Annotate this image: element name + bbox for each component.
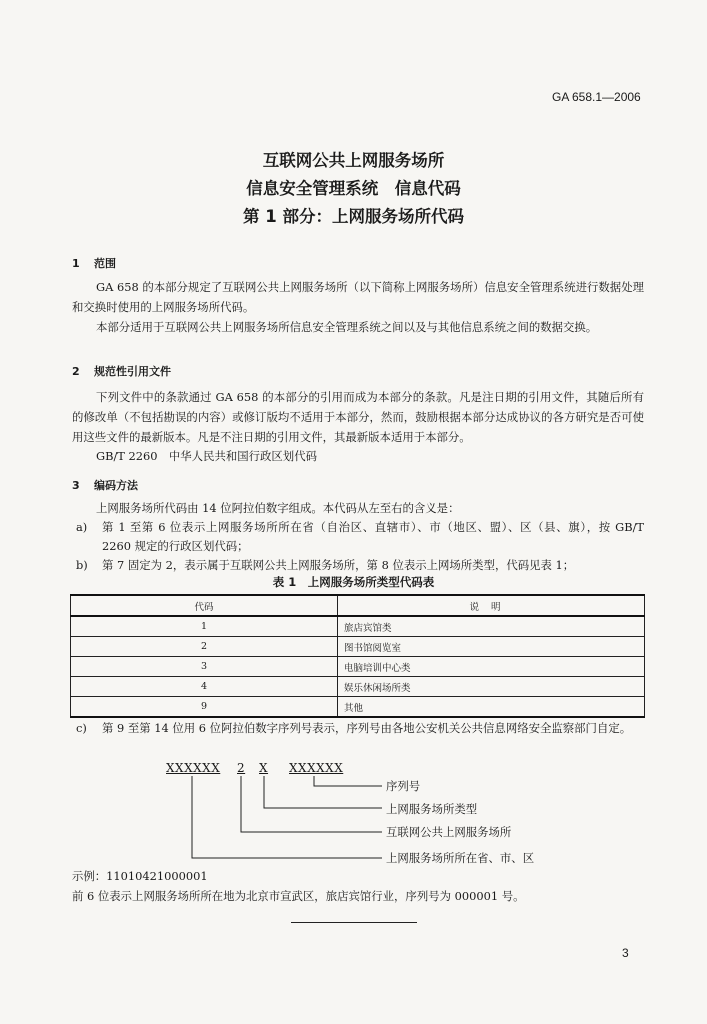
connector-fixed [241,776,382,832]
example-explanation: 前 6 位表示上网服务场所所在地为北京市宣武区，旅店宾馆行业，序列号为 000001 号。 [72,889,525,903]
list-item-c-label: c) [76,721,87,735]
section-1-title: 范围 [94,257,116,270]
table-cell-description: 电脑培训中心类 [338,657,645,677]
normative-reference: GB/T 2260 中华人民共和国行政区划代码 [96,449,317,463]
title-line-2: 信息安全管理系统 信息代码 [246,179,461,198]
table-cell-code: 4 [71,677,338,697]
table-caption: 表 1 上网服务场所类型代码表 [272,575,435,589]
code-part-serial: XXXXXX [289,761,344,775]
table-header-description: 说明 [338,595,645,616]
footer-rule [291,922,417,923]
code-part-fixed: 2 [237,761,246,775]
list-item-a-text: 第 1 至第 6 位表示上网服务场所所在省（自治区、直辖市）、市（地区、盟）、区（县、旗），按 GB/T 2260 规定的行政区划代码； [102,520,644,553]
diagram-label-region: 上网服务场所所在省、市、区 [386,851,535,865]
diagram-label-serial: 序列号 [386,779,421,793]
code-part-region: XXXXXX [166,761,221,775]
section-1-number: 1 [72,257,80,270]
connector-type [264,776,382,808]
list-item-b-label: b) [76,558,88,572]
table-cell-code: 3 [71,657,338,677]
connector-region [192,776,382,858]
connector-serial [314,776,382,786]
standard-code: GA 658.1—2006 [552,90,641,104]
list-item-c-text: 第 9 至第 14 位用 6 位阿拉伯数字序列号表示，序列号由各地公安机关公共信息网络安全监察部门自定。 [102,721,632,735]
section-2-paragraph: 下列文件中的条款通过 GA 658 的本部分的引用而成为本部分的条款。凡是注日期的引用文件，其随后所有的修改单（不包括勘误的内容）或修订版均不适用于本部分，然而，鼓励根据本部分达成协议的各方研究是否可使用这些文件的最新版本。凡是不注日期的引用文件，其最新版本适用于本部分。 [72,390,644,444]
table-cell-description: 娱乐休闲场所类 [338,677,645,697]
section-3-number: 3 [72,479,80,492]
section-3-title: 编码方法 [94,479,138,492]
page-number: 3 [622,946,629,960]
list-item-b-text: 第 7 固定为 2，表示属于互联网公共上网服务场所，第 8 位表示上网场所类型，代码见表 1； [102,558,575,572]
table-cell-code: 2 [71,637,338,657]
section-3-intro: 上网服务场所代码由 14 位阿拉伯数字组成。本代码从左至右的含义是： [96,501,460,515]
title-line-1: 互联网公共上网服务场所 [262,151,445,170]
list-item-a-label: a) [76,520,88,534]
section-2-title: 规范性引用文件 [94,365,171,378]
diagram-label-fixed: 互联网公共上网服务场所 [386,825,512,839]
section-1-paragraph-2: 本部分适用于互联网公共上网服务场所信息安全管理系统之间以及与其他信息系统之间的数据交换。 [96,320,598,334]
table-cell-description: 图书馆阅览室 [338,637,645,657]
code-part-type: X [259,761,269,775]
title-line-3: 第 1 部分：上网服务场所代码 [243,207,464,226]
table-header-code: 代码 [71,595,338,616]
table-cell-description: 其他 [338,697,645,718]
table-cell-code: 1 [71,616,338,637]
table-cell-code: 9 [71,697,338,718]
section-1-paragraph-1: GA 658 的本部分规定了互联网公共上网服务场所（以下简称上网服务场所）信息安全管理系统进行数据处理和交换时使用的上网服务场所代码。 [72,280,644,314]
example-code: 示例：11010421000001 [72,869,208,883]
section-2-number: 2 [72,365,80,378]
table-cell-description: 旅店宾馆类 [338,616,645,637]
diagram-label-type: 上网服务场所类型 [386,802,478,816]
